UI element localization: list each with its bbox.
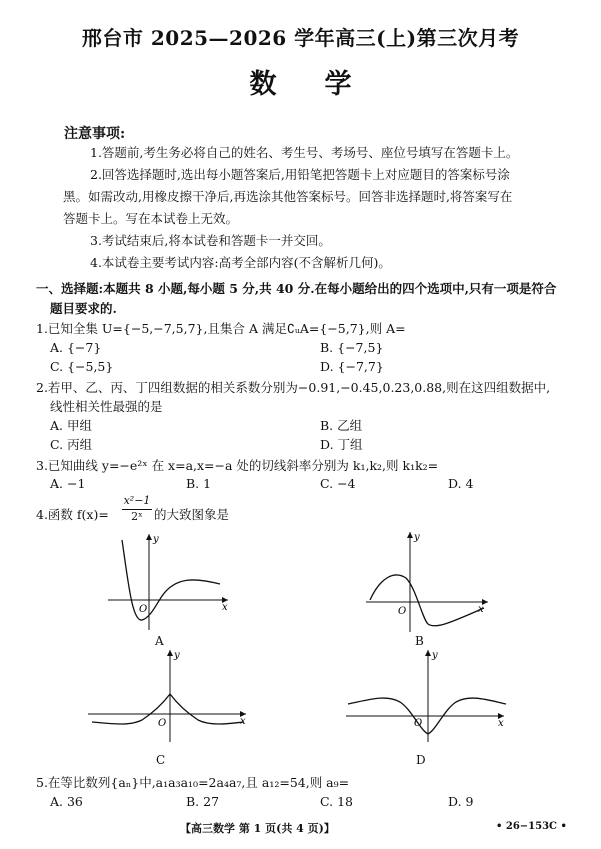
graph-c-y-label: y <box>174 650 180 661</box>
q5-stem: 5.在等比数列{aₙ}中,a₁a₃a₁₀=2a₄a₇,且 a₁₂=54,则 a₉= <box>36 775 350 790</box>
note-line-2: 2.回答选择题时,选出每小题答案后,用铅笔把答题卡上对应题目的答案标号涂 <box>90 167 510 182</box>
q2-option-d: D. 丁组 <box>320 437 363 452</box>
graph-b-y-label: y <box>414 532 420 543</box>
page-footer: 【高三数学 第 1 页(共 4 页)】 <box>180 822 335 835</box>
q4-fraction-numerator: x²−1 <box>123 494 151 507</box>
note-line-1: 1.答题前,考生务必将自己的姓名、考生号、考场号、座位号填写在答题卡上。 <box>90 145 519 160</box>
q2-stem-line-1: 2.若甲、乙、丙、丁四组数据的相关系数分别为−0.91,−0.45,0.23,0.88,则在这四组数据中, <box>36 380 551 395</box>
q1-option-c: C. {−5,5} <box>50 359 114 374</box>
q3-option-b: B. 1 <box>186 476 212 491</box>
q4-stem-prefix: 4.函数 f(x)= <box>36 507 109 522</box>
graph-d-y-label: y <box>432 650 438 661</box>
q2-option-c: C. 丙组 <box>50 437 93 452</box>
q3-stem: 3.已知曲线 y=−e²ˣ 在 x=a,x=−a 处的切线斜率分别为 k₁,k₂,则 k₁k₂= <box>36 458 439 473</box>
section-heading-line-1: 一、选择题:本题共 8 小题,每小题 5 分,共 40 分.在每小题给出的四个选项中,只有一项是符合 <box>36 281 557 296</box>
q1-stem: 1.已知全集 U={−5,−7,5,7},且集合 A 满足∁ᵤA={−5,7},则 A= <box>36 321 406 336</box>
q5-option-c: C. 18 <box>320 794 353 809</box>
subject-title: 数学 <box>249 69 400 100</box>
q4-fraction-denominator: 2ˣ <box>131 510 143 523</box>
graph-a-origin: O <box>139 604 148 615</box>
graph-c-label: C <box>156 753 166 767</box>
q1-option-a: A. {−7} <box>50 340 102 355</box>
graph-d-label: D <box>416 753 426 767</box>
q5-option-a: A. 36 <box>50 794 83 809</box>
graph-c-origin: O <box>158 718 167 729</box>
exam-title: 邢台市 2025—2026 学年高三(上)第三次月考 <box>81 26 520 50</box>
note-line-3: 黑。如需改动,用橡皮擦干净后,再选涂其他答案标号。回答非选择题时,将答案写在 <box>63 189 513 204</box>
graph-c-curve <box>92 694 244 724</box>
notes-heading: 注意事项: <box>64 126 126 142</box>
graph-b <box>360 528 500 638</box>
q3-option-d: D. 4 <box>448 476 474 491</box>
note-line-5: 3.考试结束后,将本试卷和答题卡一并交回。 <box>90 233 331 248</box>
q1-option-d: D. {−7,7} <box>320 359 384 374</box>
section-heading-line-2: 题目要求的. <box>50 301 117 316</box>
q1-option-b: B. {−7,5} <box>320 340 384 355</box>
graph-c-x-label: x <box>240 716 246 727</box>
graph-a-curve <box>122 540 220 620</box>
q2-option-b: B. 乙组 <box>320 418 363 433</box>
note-line-6: 4.本试卷主要考试内容:高考全部内容(不含解析几何)。 <box>90 255 391 270</box>
q5-option-b: B. 27 <box>186 794 220 809</box>
q2-option-a: A. 甲组 <box>50 418 92 433</box>
graph-b-x-label: x <box>478 604 484 615</box>
graph-d <box>342 646 512 746</box>
graph-b-curve <box>370 575 484 626</box>
graph-b-origin: O <box>398 606 407 617</box>
graph-c <box>84 646 254 746</box>
q3-option-c: C. −4 <box>320 476 356 491</box>
note-line-4: 答题卡上。写在本试卷上无效。 <box>63 211 239 226</box>
graph-a-x-label: x <box>222 602 228 613</box>
q5-option-d: D. 9 <box>448 794 474 809</box>
graph-a <box>100 530 240 640</box>
graph-b-label: B <box>415 634 424 648</box>
graph-a-y-label: y <box>153 534 159 545</box>
graph-d-x-label: x <box>498 718 504 729</box>
q4-stem-suffix: 的大致图象是 <box>154 507 230 522</box>
graph-a-label: A <box>155 634 164 648</box>
q3-option-a: A. −1 <box>50 476 86 491</box>
graph-d-origin: O <box>414 718 423 729</box>
paper-code: • 26−153C • <box>496 821 567 832</box>
q2-stem-line-2: 线性相关性最强的是 <box>50 399 163 414</box>
